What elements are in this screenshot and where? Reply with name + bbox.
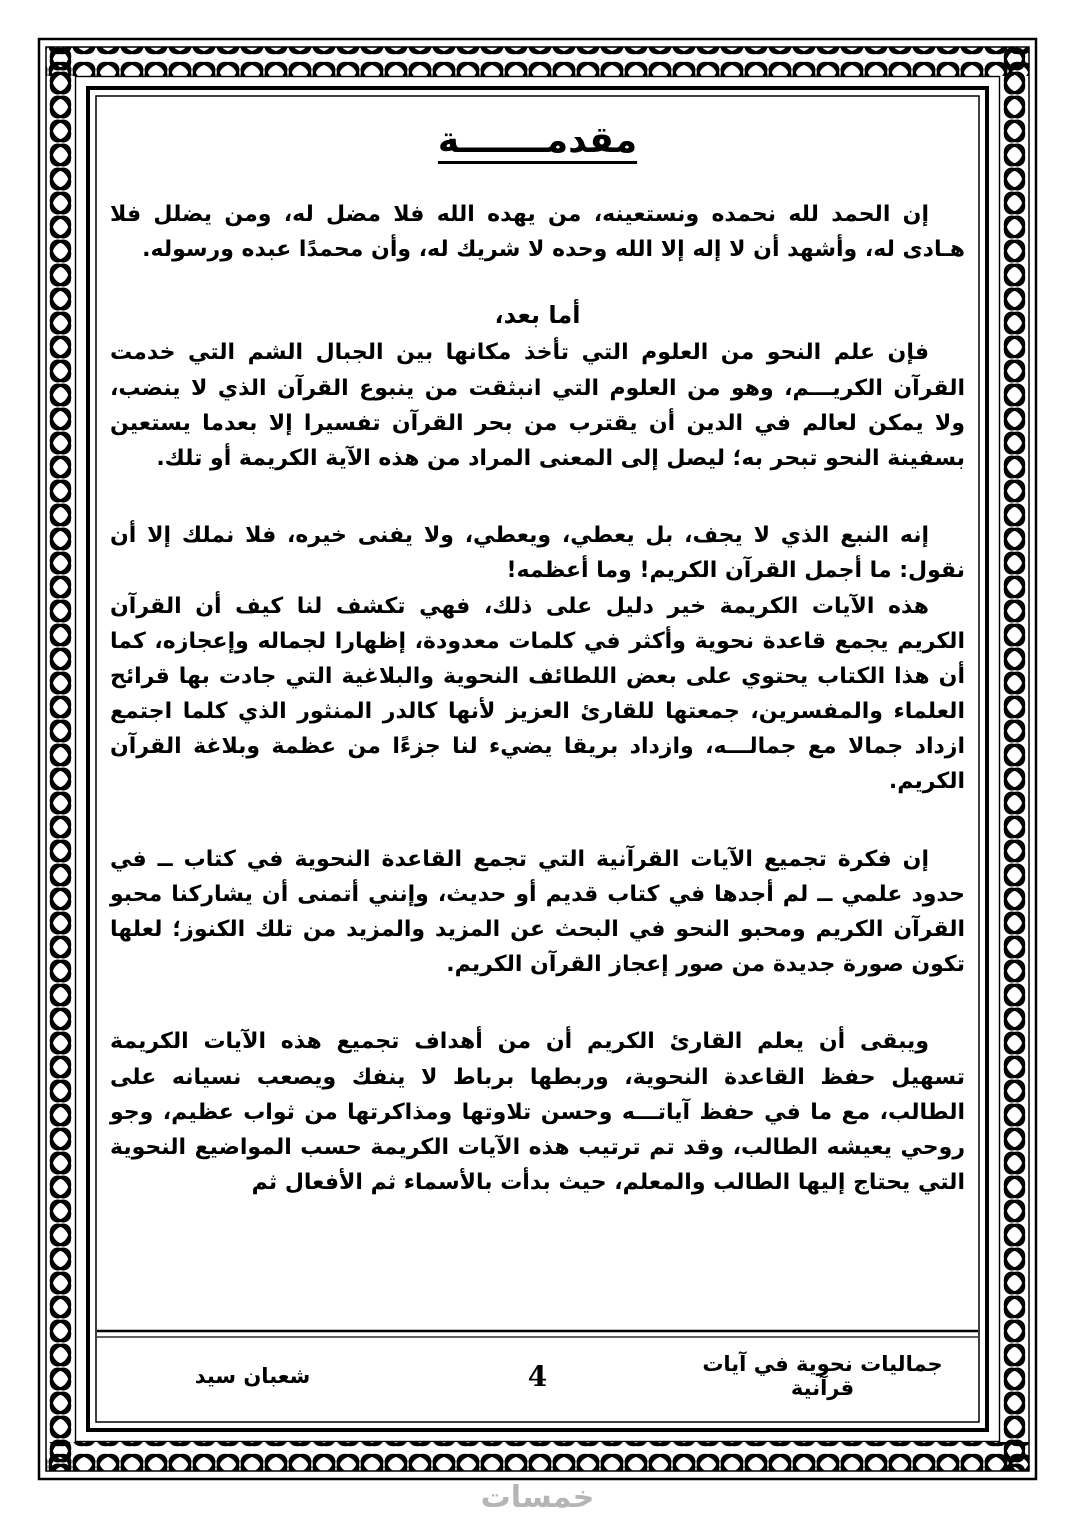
- paragraph-spring: إنه النبع الذي لا يجف، بل يعطي، ويعطي، ولا يفنى خيره، فلا نملك إلا أن نقول: ما أجمل القرآن الكريم! وما أعظمه!: [110, 523, 965, 584]
- paragraph-idea: إن فكرة تجميع الآيات القرآنية التي تجمع القاعدة النحوية في كتاب ــ في حدود علمي ــ لم أجدها في كتاب قديم أو حديث، وإنني أتمنى أن يشاركنا محبو القرآن الكريم ومحبو النحو في البحث عن المزيد والمزيد من تلك الكنوز؛ لعلها تكون صورة جديدة من صور إعجاز القرآن الكريم.: [110, 846, 965, 978]
- subheading-amma-baad: أما بعد،: [494, 301, 581, 330]
- paragraph-nahw-intro: فإن علم النحو من العلوم التي تأخذ مكانها بين الجبال الشم التي خدمت القرآن الكريـــم، وهو من العلوم التي انبثقت من ينبوع القرآن الذي لا ينضب، ولا يمكن لعالم في الدين أن يقترب من بحر القرآن تفسيرا إلا بعدما يستعين بسفينة النحو تبحر به؛ ليصل إلى المعنى المراد من هذه الآية الكريمة أو تلك.: [110, 340, 965, 471]
- footer-book-title: جماليات نحوية في آيات قرآنية: [702, 1352, 943, 1400]
- chain-band-bottom: [46, 1442, 1029, 1471]
- watermark: خمسات: [480, 1480, 595, 1515]
- footer-page-number: 4: [527, 1359, 548, 1393]
- footer-author-name: شعبان سيد: [194, 1364, 311, 1388]
- chain-band-right: [1000, 47, 1029, 1471]
- page-content: [110, 112, 965, 1200]
- page-footer: [110, 1352, 965, 1398]
- page-title: مقدمـــــــة: [437, 120, 638, 161]
- chain-band-left: [46, 47, 75, 1471]
- chain-band-top: [46, 47, 1029, 76]
- paragraph-basmala-hamd: إن الحمد لله نحمده ونستعينه، من يهده الله فلا مضل له، ومن يضلل فلا هـادى له، وأشهد أن لا إله إلا الله وحده لا شريك له، وأن محمدًا عبده ورسوله.: [110, 202, 965, 263]
- paragraph-goals: ويبقى أن يعلم القارئ الكريم أن من أهداف تجميع هذه الآيات الكريمة تسهيل حفظ القاعدة النحوية، وربطها برباط لا ينفك ويصعب نسيانه على الطالب، مع ما في حفظ آياتـــه وحسن تلاوتها ومذاكرتها من ثواب عظيم، وجو روحي يعيشه الطالب، وقد تم ترتيب هذه الآيات الكريمة حسب المواضيع النحوية التي يحتاج إليها الطالب والمعلم، حيث بدأت بالأسماء ثم الأفعال ثم: [110, 1029, 965, 1196]
- paragraph-ayat-evidence: هذه الآيات الكريمة خير دليل على ذلك، فهي تكشف لنا كيف أن القرآن الكريم يجمع قاعدة نحوية وأكثر في كلمات معدودة، إظهارا لجماله وإعجازه، كما أن هذا الكتاب يحتوي على بعض اللطائف النحوية والبلاغية التي جادت بها قرائح العلماء والمفسرين، جمعتها للقارئ العزيز لأنها كالدر المنثور الذي كلما اجتمع ازداد جمالا مع جمالـــه، وازداد بريقا يضيء لنا جزءًا من عظمة وبلاغة القرآن الكريم.: [110, 593, 965, 795]
